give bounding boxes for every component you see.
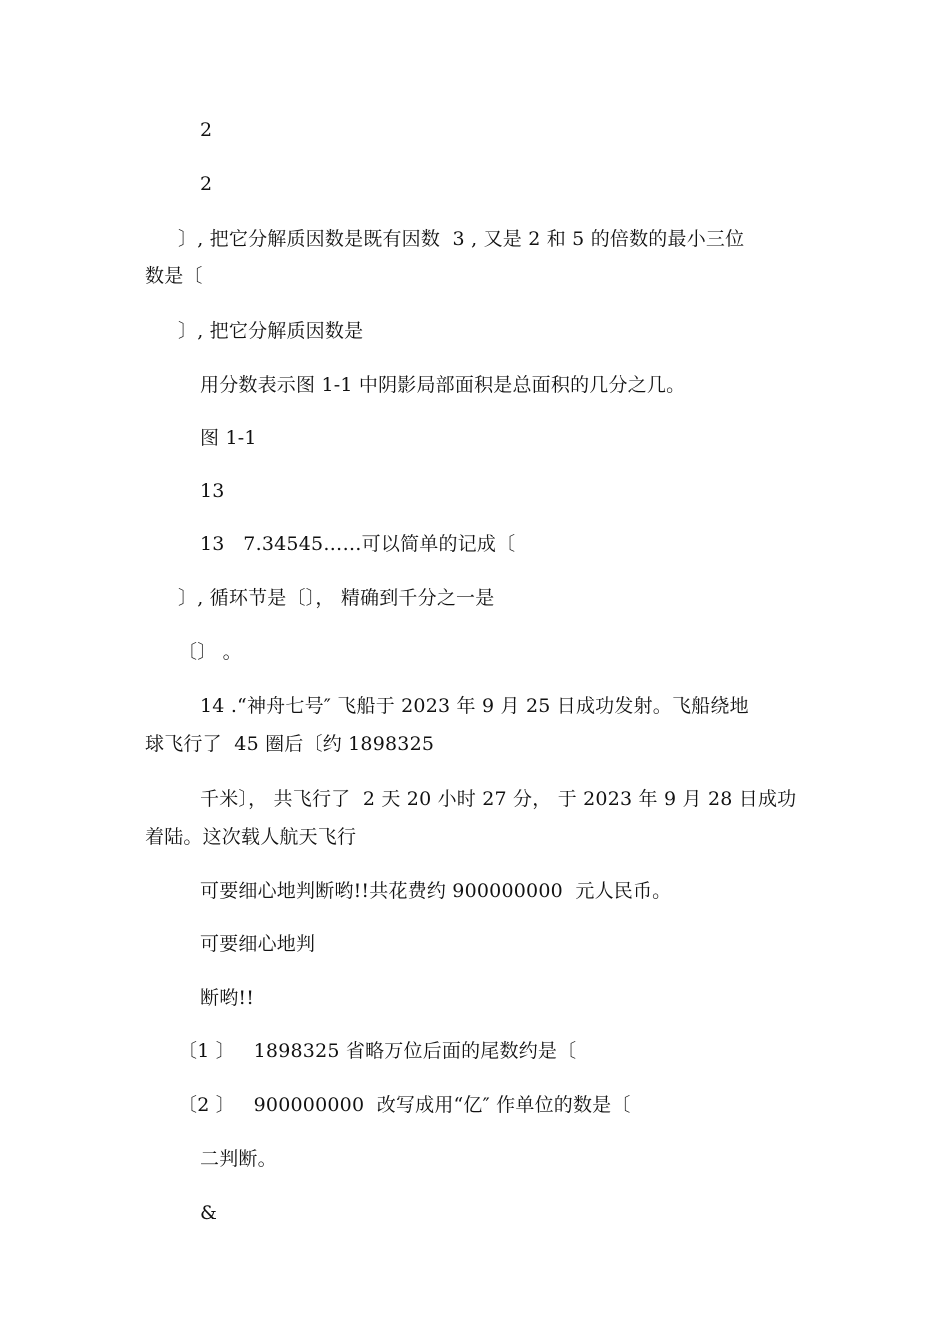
text-line: 可要细心地判 bbox=[200, 933, 316, 955]
text-line: 〕, 循环节是〔〕， 精确到千分之一是 bbox=[178, 587, 495, 609]
text-line: 断哟!! bbox=[200, 987, 255, 1009]
text-line: 13 7.34545……可以简单的记成〔 bbox=[200, 533, 516, 555]
section-heading: 二判断。 bbox=[200, 1148, 277, 1170]
text-line: 数是〔 bbox=[145, 265, 203, 287]
question-number: 13 bbox=[200, 480, 225, 502]
text-line: 〔〕 。 bbox=[178, 641, 242, 663]
sub-question: 〔2 〕 900000000 改写成用“亿″ 作单位的数是〔 bbox=[178, 1094, 631, 1116]
text-line: 可要细心地判断哟!!共花费约 900000000 元人民币。 bbox=[200, 880, 672, 902]
sub-question: 〔1 〕 1898325 省略万位后面的尾数约是〔 bbox=[178, 1040, 577, 1062]
text-line: 〕, 把它分解质因数是既有因数 3 , 又是 2 和 5 的倍数的最小三位 bbox=[178, 228, 745, 250]
text-line: 着陆。这次载人航天飞行 bbox=[145, 826, 357, 848]
text-line: 千米〕， 共飞行了 2 天 20 小时 27 分， 于 2023 年 9 月 28 日成功 bbox=[200, 788, 797, 810]
text-line: & bbox=[200, 1202, 218, 1224]
text-line: 2 bbox=[200, 119, 213, 141]
text-line: 球飞行了 45 圈后〔约 1898325 bbox=[145, 733, 435, 755]
text-line: 〕, 把它分解质因数是 bbox=[178, 320, 364, 342]
figure-caption: 图 1-1 bbox=[200, 427, 257, 449]
text-line: 14 .“神舟七号″ 飞船于 2023 年 9 月 25 日成功发射。飞船绕地 bbox=[200, 695, 749, 717]
text-line: 2 bbox=[200, 173, 213, 195]
text-line: 用分数表示图 1-1 中阴影局部面积是总面积的几分之几。 bbox=[200, 374, 686, 396]
